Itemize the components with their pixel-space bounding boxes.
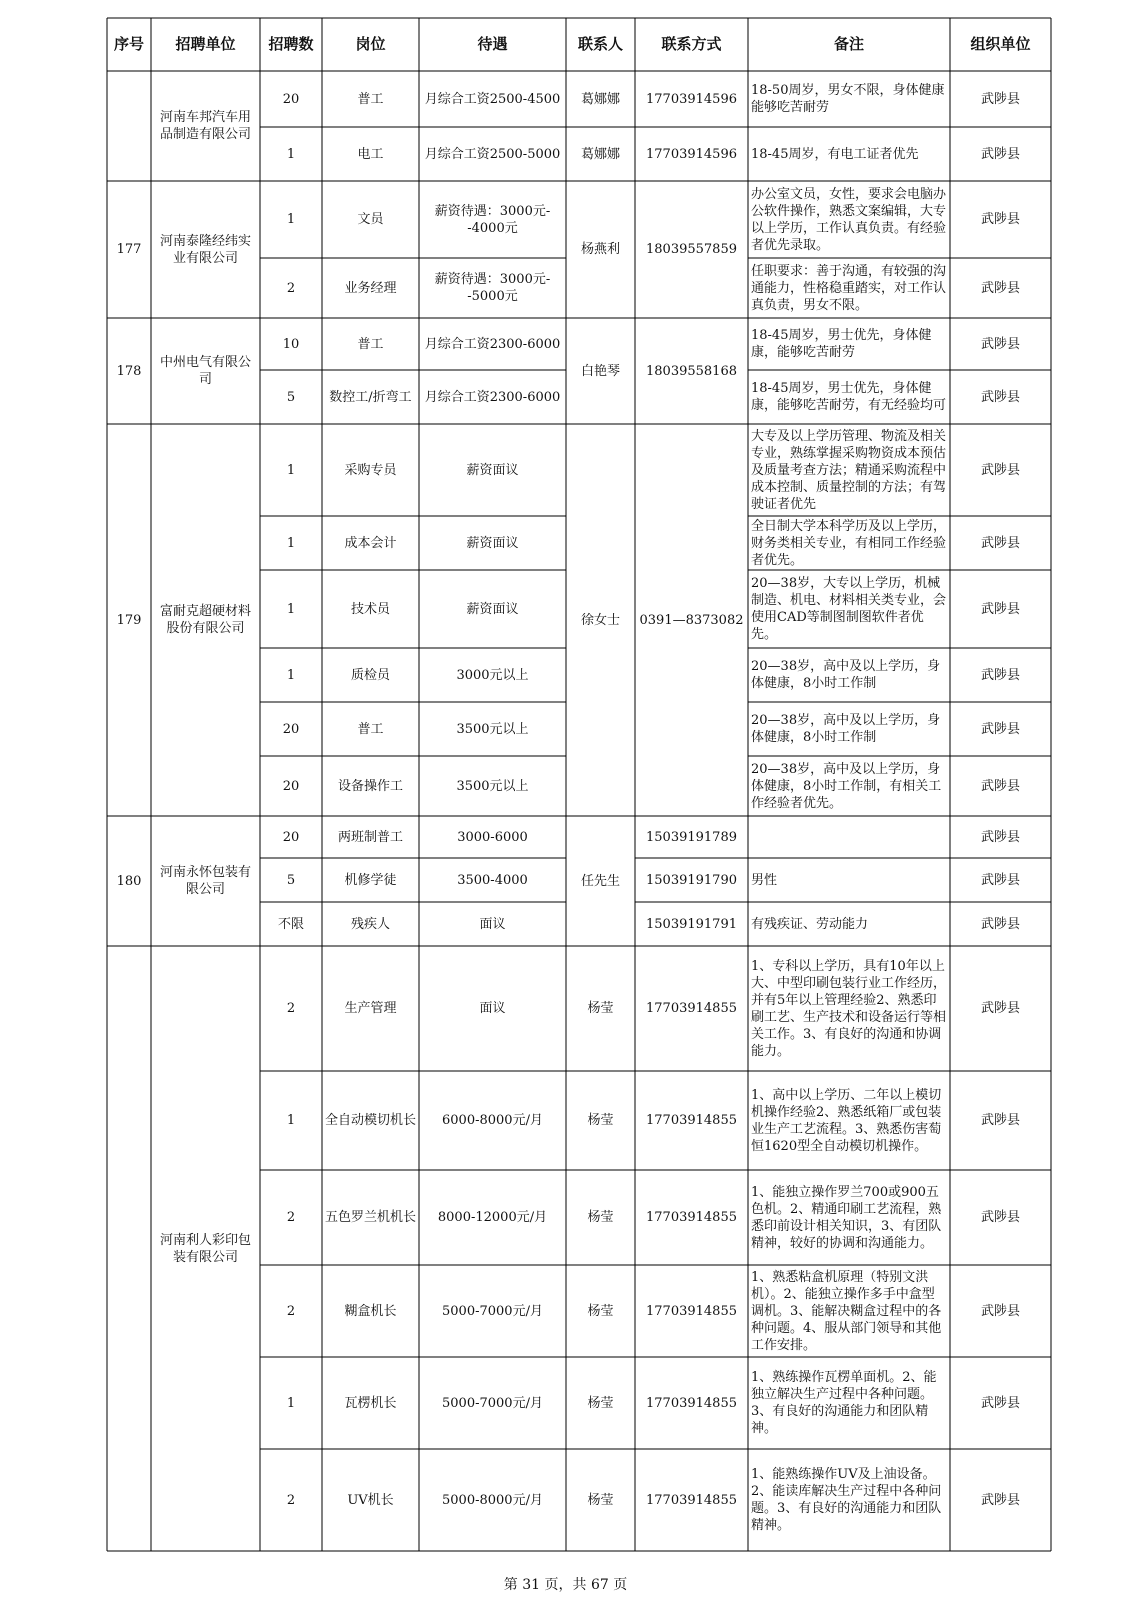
remarks: 1、熟悉粘盒机原理（特别文洪机）。2、能独立操作多手中盒型调机。3、能解决糊盒过程中的各种问题。4、服从部门领导和其他工作安排。: [751, 1269, 942, 1353]
position: 成本会计: [344, 535, 397, 551]
organizer: 武陟县: [980, 336, 1020, 352]
contact-person: 葛娜娜: [580, 146, 620, 162]
contact-person: 杨莹: [587, 1303, 614, 1319]
company-name: 河南泰隆经纬实业有限公司: [159, 233, 251, 266]
organizer: 武陟县: [980, 91, 1020, 107]
salary: 6000-8000元/月: [442, 1113, 543, 1128]
hire-count: 2: [286, 1492, 296, 1508]
position: 残疾人: [350, 916, 390, 932]
contact-person: 杨莹: [587, 1492, 614, 1508]
contact-person: 杨燕利: [580, 242, 620, 257]
position: 瓦楞机长: [344, 1395, 397, 1411]
header-seq: 序号: [113, 35, 144, 53]
header-contact: 联系人: [577, 35, 623, 53]
contact-phone: 15039191790: [646, 872, 737, 888]
remarks: 20—38岁，高中及以上学历，身体健康，8小时工作制，有相关工作经验者优先。: [751, 761, 942, 811]
remarks: 男性: [751, 872, 778, 888]
position: 技术员: [350, 601, 390, 617]
remarks: 18-50周岁，男女不限，身体健康能够吃苦耐劳: [751, 83, 945, 115]
position: 机修学徒: [344, 872, 397, 888]
header-count: 招聘数: [268, 35, 314, 53]
organizer: 武陟县: [980, 601, 1020, 617]
header-note: 备注: [833, 35, 864, 53]
salary: 5000-7000元/月: [442, 1395, 543, 1411]
hire-count: 20: [282, 721, 300, 737]
hire-count: 2: [286, 1210, 296, 1225]
contact-phone: 18039558168: [646, 363, 737, 379]
remarks: 18-45周岁，男士优先，身体健康，能够吃苦耐劳: [751, 328, 932, 360]
seq-number: [107, 71, 151, 181]
remarks: 1、熟练操作瓦楞单面机。2、能独立解决生产过程中各种问题。3、有良好的沟通能力和团队精神。: [751, 1370, 937, 1436]
seq-number: 177: [116, 242, 142, 257]
position: 普工: [357, 91, 384, 107]
seq-number: 180: [116, 873, 142, 889]
contact-phone: 17703914855: [646, 1001, 737, 1016]
contact-person: 杨莹: [587, 1113, 614, 1128]
header-org: 组织单位: [970, 35, 1031, 53]
seq-number: [107, 946, 151, 1551]
remarks: 1、能独立操作罗兰700或900五色机。2、精通印刷工艺流程，熟悉印前设计相关知识，3、有团队精神，较好的协调和沟通能力。: [751, 1184, 942, 1251]
remarks: 办公室文员，女性，要求会电脑办公软件操作，熟悉文案编辑，大专以上学历，工作认真负责。有经验者优先录取。: [751, 186, 947, 253]
position: 生产管理: [344, 1001, 397, 1016]
position: 业务经理: [344, 280, 397, 296]
remarks: 18-45周岁，有电工证者优先: [751, 146, 919, 162]
organizer: 武陟县: [980, 1210, 1020, 1225]
hire-count: 5: [286, 872, 296, 888]
salary: 薪资面议: [466, 535, 519, 551]
remarks: 有残疾证、劳动能力: [751, 916, 869, 932]
remarks: 20—38岁，大专以上学历，机械制造、机电、材料相关类专业，会使用CAD等制图制图软件者优先。: [751, 576, 947, 642]
position: 文员: [357, 212, 384, 227]
contact-phone: 17703914855: [646, 1303, 737, 1319]
remarks: [748, 816, 950, 858]
hire-count: 2: [286, 1001, 296, 1016]
company-name: 河南永怀包装有限公司: [159, 865, 251, 897]
salary: 5000-7000元/月: [442, 1303, 543, 1319]
contact-person: 白艳琴: [580, 363, 620, 379]
hire-count: 20: [282, 829, 300, 845]
seq-number: 179: [116, 612, 142, 628]
position: 数控工/折弯工: [329, 389, 412, 405]
organizer: 武陟县: [980, 1492, 1020, 1508]
salary: 3500元以上: [456, 721, 529, 737]
header-company: 招聘单位: [175, 35, 236, 53]
salary: 月综合工资2500-5000: [424, 146, 561, 162]
position: 全自动模切机长: [325, 1113, 417, 1128]
salary: 3000元以上: [456, 667, 529, 683]
organizer: 武陟县: [980, 389, 1020, 405]
hire-count: 1: [286, 601, 296, 617]
organizer: 武陟县: [980, 212, 1020, 227]
hire-count: 5: [286, 389, 296, 405]
hire-count: 不限: [277, 916, 304, 932]
organizer: 武陟县: [980, 1395, 1020, 1411]
organizer: 武陟县: [980, 1303, 1020, 1319]
contact-person: 任先生: [580, 873, 620, 889]
salary: 面议: [479, 1001, 506, 1016]
header-post: 岗位: [355, 35, 386, 53]
salary: 月综合工资2500-4500: [424, 91, 561, 107]
organizer: 武陟县: [980, 1001, 1020, 1016]
remarks: 全日制大学本科学历及以上学历，财务类相关专业，有相同工作经验者优先。: [751, 518, 947, 568]
contact-phone: 0391—8373082: [639, 612, 744, 628]
organizer: 武陟县: [980, 872, 1020, 888]
organizer: 武陟县: [980, 778, 1020, 794]
position: 两班制普工: [337, 829, 403, 845]
salary: 薪资待遇：3000元--5000元: [434, 272, 551, 304]
position: 普工: [357, 721, 384, 737]
organizer: 武陟县: [980, 721, 1020, 737]
hire-count: 20: [282, 91, 300, 107]
position: 采购专员: [344, 462, 397, 478]
organizer: 武陟县: [980, 916, 1020, 932]
remarks: 1、高中以上学历、二年以上模切机操作经验2、熟悉纸箱厂或包装业生产工艺流程。3、熟悉伤害萄恒1620型全自动模切机操作。: [751, 1087, 942, 1154]
position: 普工: [357, 336, 384, 352]
seq-number: 178: [116, 363, 142, 379]
organizer: 武陟县: [980, 667, 1020, 683]
organizer: 武陟县: [980, 1113, 1020, 1128]
remarks: 大专及以上学历管理、物流及相关专业，熟练掌握采购物资成本预估及质量考查方法；精通采购流程中成本控制、质量控制的方法；有驾驶证者优先: [751, 428, 947, 512]
hire-count: 2: [286, 1303, 296, 1319]
hire-count: 10: [282, 336, 300, 352]
remarks: 1、能熟练操作UV及上油设备。2、能读库解决生产过程中各种问题。3、有良好的沟通能力和团队精神。: [751, 1467, 942, 1533]
hire-count: 1: [286, 667, 296, 683]
position: 设备操作工: [337, 778, 403, 794]
hire-count: 2: [286, 280, 296, 296]
remarks: 任职要求：善于沟通，有较强的沟通能力，性格稳重踏实，对工作认真负责，男女不限。: [751, 263, 947, 313]
salary: 月综合工资2300-6000: [424, 389, 561, 405]
company-name: 河南车邦汽车用品制造有限公司: [159, 110, 251, 142]
salary: 薪资面议: [466, 462, 519, 478]
salary: 3500-4000: [457, 872, 528, 888]
header-pay: 待遇: [477, 35, 508, 53]
organizer: 武陟县: [980, 829, 1020, 845]
organizer: 武陟县: [980, 535, 1020, 551]
company-name: 河南利人彩印包装有限公司: [159, 1232, 251, 1265]
header-phone: 联系方式: [661, 35, 722, 53]
salary: 面议: [479, 916, 506, 932]
organizer: 武陟县: [980, 280, 1020, 296]
position: UV机长: [347, 1492, 394, 1508]
hire-count: 1: [286, 1113, 296, 1128]
contact-person: 杨莹: [587, 1395, 614, 1411]
contact-phone: 17703914855: [646, 1210, 737, 1225]
contact-phone: 15039191791: [646, 916, 737, 932]
contact-person: 徐女士: [580, 612, 620, 628]
salary: 月综合工资2300-6000: [424, 336, 561, 352]
company-name: 中州电气有限公司: [159, 355, 251, 387]
salary: 3500元以上: [456, 778, 529, 794]
salary: 薪资待遇：3000元--4000元: [434, 203, 551, 236]
contact-phone: 17703914596: [646, 91, 737, 107]
hire-count: 1: [286, 462, 296, 478]
remarks: 20—38岁，高中及以上学历，身体健康，8小时工作制: [751, 713, 941, 745]
position: 五色罗兰机机长: [325, 1210, 417, 1225]
hire-count: 1: [286, 1395, 296, 1411]
contact-phone: 18039557859: [646, 242, 737, 257]
position: 电工: [357, 146, 384, 162]
organizer: 武陟县: [980, 146, 1020, 162]
remarks: 1、专科以上学历，具有10年以上大、中型印刷包装行业工作经历，并有5年以上管理经验2、熟悉印刷工艺、生产技术和设备运行等相关工作。3、有良好的沟通和协调能力。: [751, 958, 947, 1059]
remarks: 20—38岁，高中及以上学历，身体健康，8小时工作制: [751, 659, 941, 691]
hire-count: 1: [286, 146, 296, 162]
contact-person: 葛娜娜: [580, 91, 620, 107]
company-name: 富耐克超硬材料股份有限公司: [159, 604, 251, 636]
hire-count: 1: [286, 535, 296, 551]
salary: 薪资面议: [466, 601, 519, 617]
salary: 3000-6000: [457, 829, 528, 845]
position: 糊盒机长: [344, 1303, 397, 1319]
contact-phone: 17703914855: [646, 1395, 737, 1411]
hire-count: 20: [282, 778, 300, 794]
contact-phone: 17703914855: [646, 1113, 737, 1128]
page-footer: 第 31 页，共 67 页: [503, 1577, 628, 1593]
salary: 5000-8000元/月: [442, 1492, 543, 1508]
salary: 8000-12000元/月: [437, 1210, 548, 1225]
contact-person: 杨莹: [587, 1001, 614, 1016]
contact-phone: 17703914596: [646, 146, 737, 162]
contact-person: 杨莹: [587, 1210, 614, 1225]
position: 质检员: [350, 667, 390, 683]
remarks: 18-45周岁，男士优先，身体健康，能够吃苦耐劳，有无经验均可: [751, 381, 947, 413]
organizer: 武陟县: [980, 462, 1020, 478]
contact-phone: 17703914855: [646, 1492, 737, 1508]
contact-phone: 15039191789: [646, 829, 737, 845]
hire-count: 1: [286, 212, 296, 227]
